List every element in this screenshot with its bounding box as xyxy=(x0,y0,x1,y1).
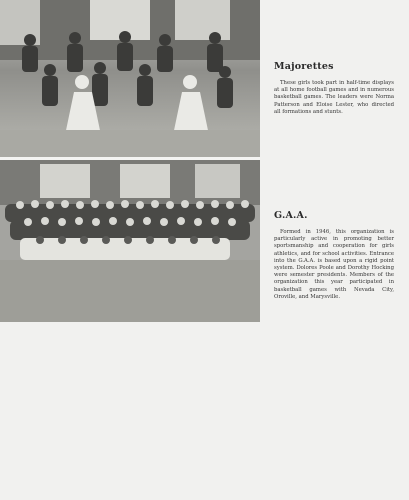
majorettes-section xyxy=(274,61,394,116)
majorettes-heading: Majorettes xyxy=(274,61,334,72)
majorettes-caption: These girls took part in half-time displays at all home football games and in numerous basketball games. The leaders were Norma Patterson and Eloise Lester, who directed all formations and stunts. xyxy=(274,80,394,115)
majorettes-photo xyxy=(0,0,260,157)
gaa-photo xyxy=(0,160,260,322)
gaa-heading: G.A.A. xyxy=(274,210,308,221)
gaa-caption: Formed in 1946, this organization is particularly active in promoting better sportsmanship and cooperation for girls athletics, and for school activities. Entrance into the G.A.A. is based upon a rigid point system. Dolores Poole and Dorothy Hocking were semester presidents. Members of the organization this year participated in basketball games with Nevada City, Oroville, and Marysville. xyxy=(274,229,394,300)
gaa-section xyxy=(274,210,394,301)
